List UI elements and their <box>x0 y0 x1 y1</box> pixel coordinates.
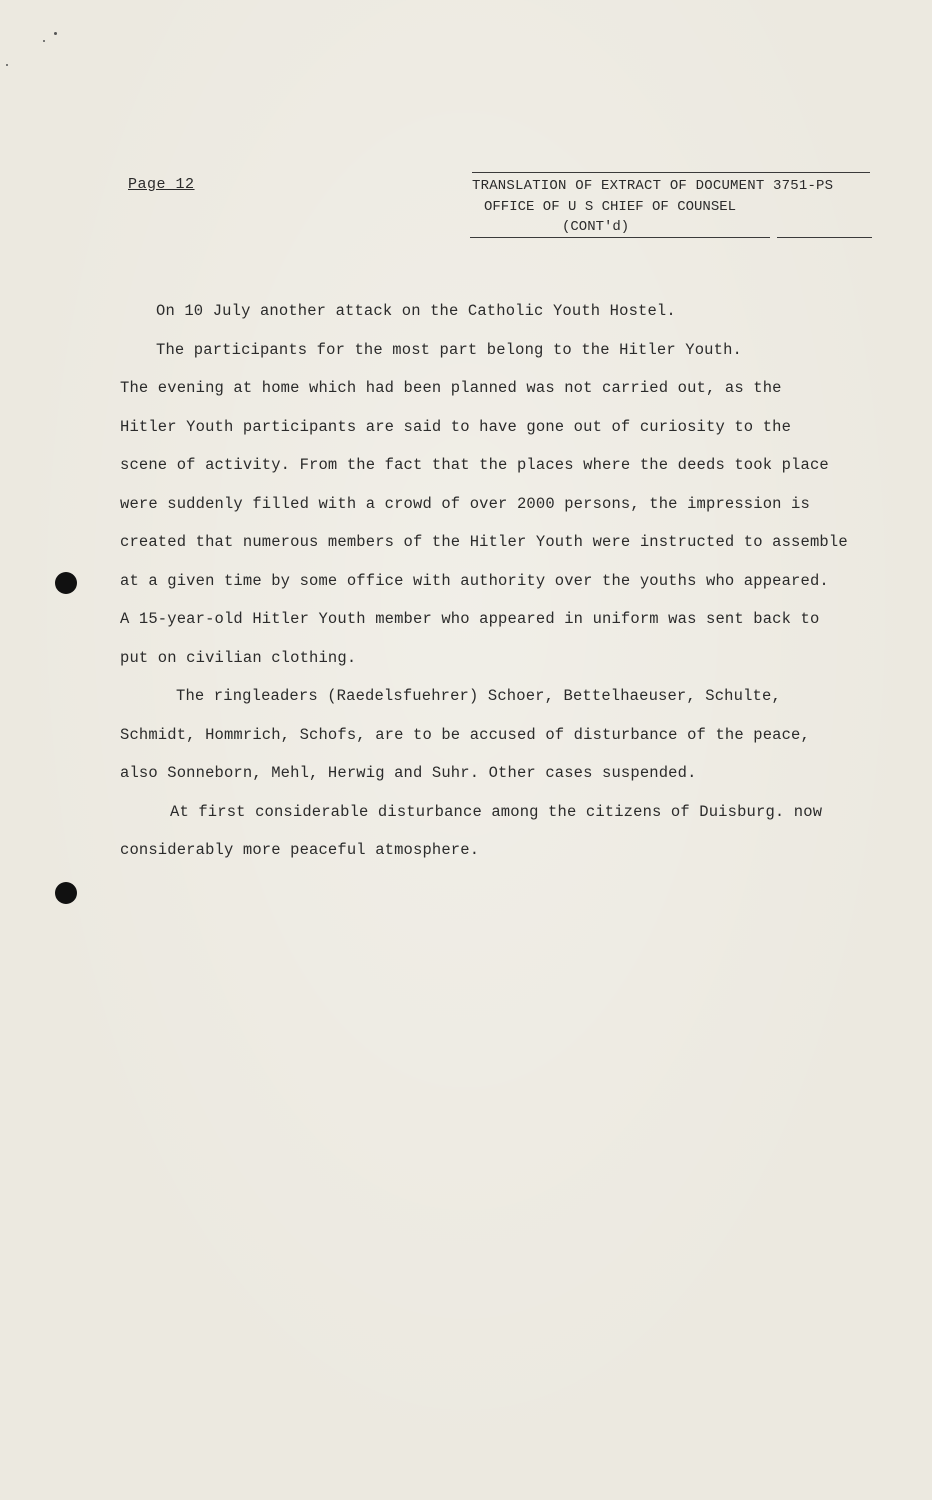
text-line: scene of activity. From the fact that the places where the deeds took place <box>120 456 829 474</box>
text-line: A 15-year-old Hitler Youth member who appeared in uniform was sent back to <box>120 610 820 628</box>
ink-speck <box>54 32 57 35</box>
text-line: On 10 July another attack on the Catholic Youth Hostel. <box>156 302 676 320</box>
header-rule <box>470 237 770 238</box>
text-line: Schmidt, Hommrich, Schofs, are to be accused of disturbance of the peace, <box>120 725 810 744</box>
text-line: created that numerous members of the Hitler Youth were instructed to assemble <box>120 533 848 551</box>
header-continued: (CONT'd) <box>562 219 630 235</box>
punch-hole <box>55 572 77 594</box>
text-line: put on civilian clothing. <box>120 648 357 667</box>
text-line: The ringleaders (Raedelsfuehrer) Schoer, Bettelhaeuser, Schulte, <box>176 687 781 705</box>
ink-speck <box>43 40 45 42</box>
text-line: were suddenly filled with a crowd of over 2000 persons, the impression is <box>120 494 810 513</box>
header-office: OFFICE OF U S CHIEF OF COUNSEL <box>484 199 737 215</box>
text-line: Hitler Youth participants are said to have gone out of curiosity to the <box>120 417 792 436</box>
document-body <box>120 292 880 870</box>
header-title: TRANSLATION OF EXTRACT OF DOCUMENT 3751-PS <box>472 178 834 194</box>
text-line: also Sonneborn, Mehl, Herwig and Suhr. Other cases suspended. <box>120 764 697 782</box>
ink-speck <box>6 64 8 66</box>
text-line: The evening at home which had been planned was not carried out, as the <box>120 379 782 397</box>
page-number: Page 12 <box>128 176 195 193</box>
header-rule-top <box>472 172 870 173</box>
header-rule <box>777 237 872 238</box>
text-line: at a given time by some office with authority over the youths who appeared. <box>120 571 829 590</box>
punch-hole <box>55 882 77 904</box>
text-line: The participants for the most part belong to the Hitler Youth. <box>156 340 742 359</box>
text-line: At first considerable disturbance among the citizens of Duisburg. now <box>170 802 823 821</box>
text-line: considerably more peaceful atmosphere. <box>120 841 480 859</box>
